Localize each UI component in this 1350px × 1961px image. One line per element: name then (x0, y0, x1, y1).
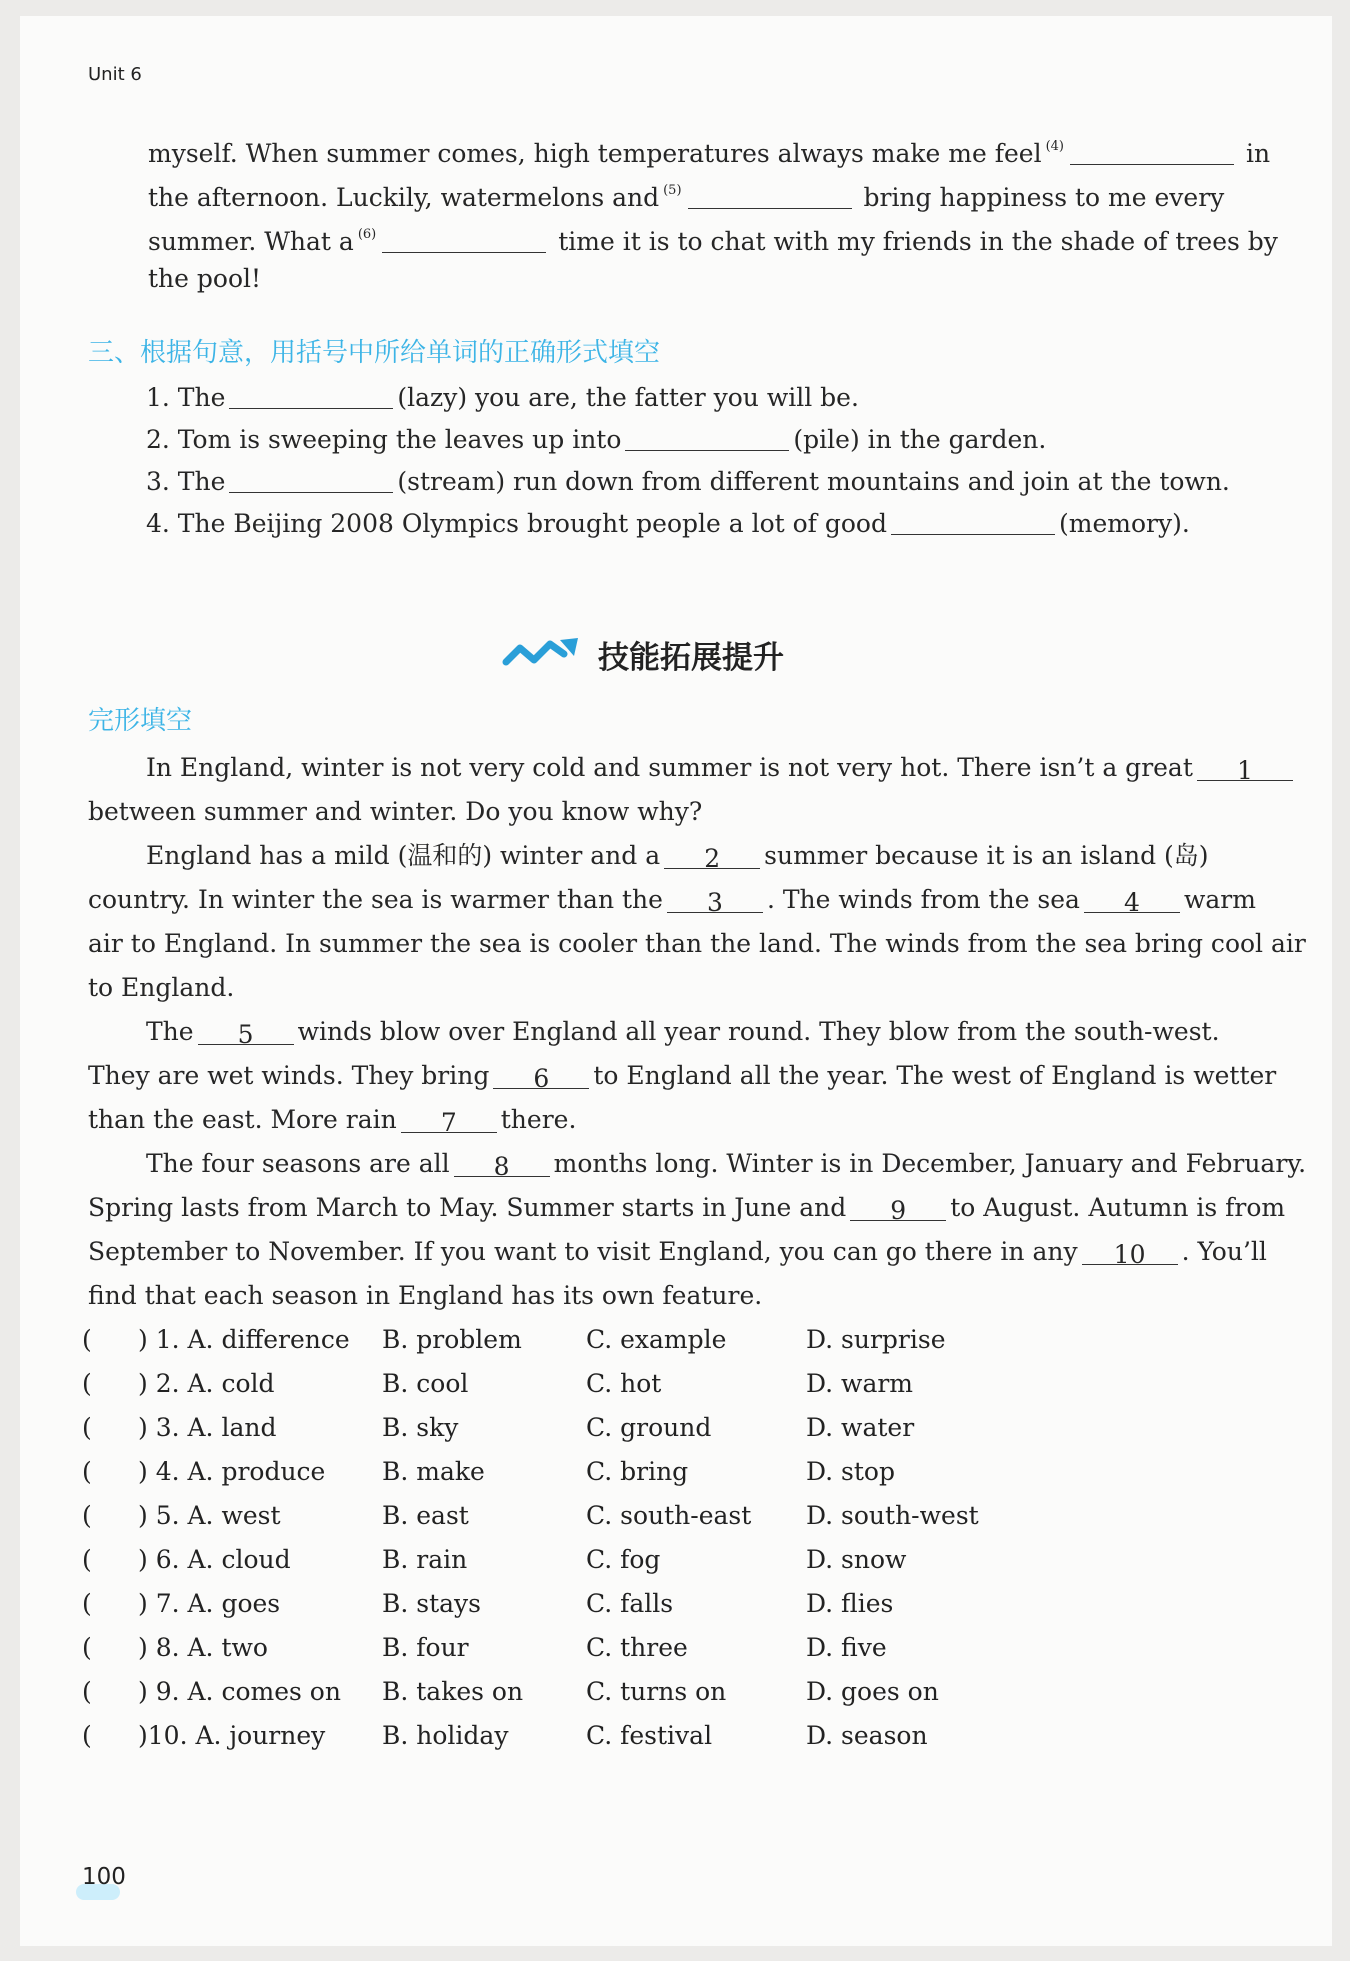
option-row (82, 1369, 1282, 1405)
option-c[interactable]: C. ground (586, 1413, 712, 1442)
option-c[interactable]: C. fog (586, 1545, 661, 1574)
cloze-heading: 完形填空 (88, 706, 193, 736)
text: The four seasons are all (146, 1149, 450, 1178)
answer-paren[interactable]: ( (82, 1589, 92, 1618)
option-a[interactable]: ) 1. A. difference (138, 1325, 350, 1354)
cloze-line (146, 1015, 1220, 1049)
passage-line-1 (148, 130, 1270, 171)
option-c[interactable]: C. bring (586, 1457, 689, 1486)
option-b[interactable]: B. holiday (382, 1721, 509, 1750)
unit-label: Unit 6 (88, 64, 142, 85)
option-row (82, 1501, 1282, 1537)
blank-input[interactable] (229, 382, 393, 409)
option-c[interactable]: C. falls (586, 1589, 674, 1618)
option-a[interactable]: ) 2. A. cold (138, 1369, 275, 1398)
option-d[interactable]: D. five (806, 1633, 887, 1662)
cloze-blank[interactable]: 3 (667, 886, 763, 913)
option-a[interactable]: )10. A. journey (138, 1721, 326, 1750)
blank-input[interactable] (229, 466, 393, 493)
text: in (1245, 139, 1271, 168)
answer-paren[interactable]: ( (82, 1633, 92, 1662)
cloze-blank[interactable]: 4 (1084, 886, 1180, 913)
cloze-blank[interactable]: 2 (664, 842, 760, 869)
option-d[interactable]: D. surprise (806, 1325, 946, 1354)
blank-number-5: (5) (663, 183, 682, 198)
exercise-item-3 (146, 465, 1230, 499)
option-b[interactable]: B. takes on (382, 1677, 524, 1706)
option-c[interactable]: C. hot (586, 1369, 662, 1398)
text: than the east. More rain (88, 1105, 397, 1134)
text: myself. When summer comes, high temperatures always make me feel (148, 139, 1042, 168)
text: (memory). (1059, 509, 1190, 538)
banner-title: 技能拓展提升 (598, 640, 784, 676)
text: . The winds from the sea (766, 885, 1080, 914)
passage-line-4: the pool! (148, 264, 262, 293)
answer-paren[interactable]: ( (82, 1545, 92, 1574)
cloze-line (88, 1235, 1267, 1269)
option-b[interactable]: B. cool (382, 1369, 469, 1398)
text: 2. Tom is sweeping the leaves up into (146, 425, 622, 454)
text: to England all the year. The west of England is wetter (593, 1061, 1277, 1090)
exercise-item-4 (146, 507, 1190, 541)
text: (lazy) you are, the fatter you will be. (397, 383, 859, 412)
text: . You’ll (1181, 1237, 1267, 1266)
text: summer. What a (148, 227, 354, 256)
text: (pile) in the garden. (793, 425, 1047, 454)
text: Spring lasts from March to May. Summer starts in June and (88, 1193, 847, 1222)
blank-6[interactable] (382, 226, 546, 253)
text: warm (1183, 885, 1256, 914)
blank-number-6: (6) (357, 227, 377, 242)
option-d[interactable]: D. water (806, 1413, 915, 1442)
text: country. In winter the sea is warmer than the (88, 885, 663, 914)
answer-paren[interactable]: ( (82, 1501, 92, 1530)
option-a[interactable]: ) 6. A. cloud (138, 1545, 291, 1574)
option-d[interactable]: D. snow (806, 1545, 907, 1574)
cloze-blank[interactable]: 7 (401, 1106, 497, 1133)
cloze-line (88, 1191, 1285, 1225)
text: September to November. If you want to visit England, you can go there in any (88, 1237, 1078, 1266)
page-number: 100 (82, 1864, 126, 1890)
cloze-blank[interactable]: 8 (454, 1150, 550, 1177)
option-d[interactable]: D. season (806, 1721, 928, 1750)
option-b[interactable]: B. rain (382, 1545, 468, 1574)
blank-input[interactable] (891, 508, 1055, 535)
option-row (82, 1589, 1282, 1625)
section-3-heading: 三、根据句意，用括号中所给单词的正确形式填空 (88, 338, 661, 368)
option-a[interactable]: ) 7. A. goes (138, 1589, 281, 1618)
answer-paren[interactable]: ( (82, 1457, 92, 1486)
option-row (82, 1545, 1282, 1581)
cloze-line: air to England. In summer the sea is cooler than the land. The winds from the sea bring cool air (88, 929, 1306, 958)
text: In England, winter is not very cold and summer is not very hot. There isn’t a great (146, 753, 1193, 782)
option-c[interactable]: C. example (586, 1325, 727, 1354)
cloze-line (88, 883, 1256, 917)
text: time it is to chat with my friends in the shade of trees by (558, 227, 1278, 256)
text: the afternoon. Luckily, watermelons and (148, 183, 660, 212)
option-row (82, 1325, 1282, 1361)
text: (stream) run down from different mountains and join at the town. (397, 467, 1230, 496)
option-d[interactable]: D. warm (806, 1369, 914, 1398)
option-d[interactable]: D. south-west (806, 1501, 979, 1530)
cloze-blank[interactable]: 6 (493, 1062, 589, 1089)
cloze-line: find that each season in England has its own feature. (88, 1281, 763, 1310)
text: 1. The (146, 383, 226, 412)
worksheet-page (20, 16, 1332, 1946)
option-a[interactable]: ) 9. A. comes on (138, 1677, 341, 1706)
text: there. (500, 1105, 577, 1134)
option-c[interactable]: C. south-east (586, 1501, 752, 1530)
option-c[interactable]: C. turns on (586, 1677, 727, 1706)
text: The (146, 1017, 194, 1046)
exercise-item-1 (146, 381, 859, 415)
cloze-line (146, 1147, 1306, 1181)
option-a[interactable]: ) 3. A. land (138, 1413, 277, 1442)
answer-paren[interactable]: ( (82, 1413, 92, 1442)
blank-5[interactable] (688, 182, 852, 209)
cloze-line: to England. (88, 973, 235, 1002)
cloze-line: between summer and winter. Do you know why? (88, 797, 703, 826)
text: England has a mild (温和的) winter and a (146, 841, 661, 870)
cloze-line (88, 1059, 1276, 1093)
option-row (82, 1413, 1282, 1449)
option-row (82, 1721, 1282, 1757)
text: to August. Autumn is from (950, 1193, 1286, 1222)
option-d[interactable]: D. goes on (806, 1677, 939, 1706)
option-a[interactable]: ) 4. A. produce (138, 1457, 326, 1486)
cloze-blank[interactable]: 5 (198, 1018, 294, 1045)
option-b[interactable]: B. four (382, 1633, 469, 1662)
answer-paren[interactable]: ( (82, 1369, 92, 1398)
cloze-blank[interactable]: 10 (1082, 1238, 1178, 1265)
text: 3. The (146, 467, 226, 496)
option-row (82, 1677, 1282, 1713)
option-c[interactable]: C. three (586, 1633, 688, 1662)
cloze-blank[interactable]: 9 (850, 1194, 946, 1221)
option-c[interactable]: C. festival (586, 1721, 713, 1750)
option-row (82, 1633, 1282, 1669)
option-a[interactable]: ) 8. A. two (138, 1633, 268, 1662)
text: months long. Winter is in December, January and February. (553, 1149, 1307, 1178)
option-b[interactable]: B. make (382, 1457, 485, 1486)
trend-arrow-icon (502, 636, 582, 672)
cloze-line (88, 1103, 576, 1137)
cloze-line (146, 751, 1297, 785)
passage-line-3 (148, 218, 1278, 259)
option-b[interactable]: B. east (382, 1501, 469, 1530)
option-a[interactable]: ) 5. A. west (138, 1501, 281, 1530)
blank-4[interactable] (1070, 138, 1234, 165)
option-b[interactable]: B. stays (382, 1589, 481, 1618)
text: summer because it is an island (岛) (764, 841, 1209, 870)
text: 4. The Beijing 2008 Olympics brought people a lot of good (146, 509, 887, 538)
text: bring happiness to me every (863, 183, 1225, 212)
passage-line-2 (148, 174, 1224, 215)
text: They are wet winds. They bring (88, 1061, 490, 1090)
option-b[interactable]: B. sky (382, 1413, 459, 1442)
text: winds blow over England all year round. They blow from the south-west. (297, 1017, 1220, 1046)
option-b[interactable]: B. problem (382, 1325, 522, 1354)
cloze-line (146, 839, 1209, 873)
exercise-item-2 (146, 423, 1046, 457)
option-d[interactable]: D. stop (806, 1457, 895, 1486)
cloze-blank[interactable]: 1 (1197, 754, 1293, 781)
answer-paren[interactable]: ( (82, 1325, 92, 1354)
answer-paren[interactable]: ( (82, 1677, 92, 1706)
option-d[interactable]: D. flies (806, 1589, 894, 1618)
blank-number-4: (4) (1045, 139, 1064, 154)
blank-input[interactable] (625, 424, 789, 451)
option-row (82, 1457, 1282, 1493)
answer-paren[interactable]: ( (82, 1721, 92, 1750)
